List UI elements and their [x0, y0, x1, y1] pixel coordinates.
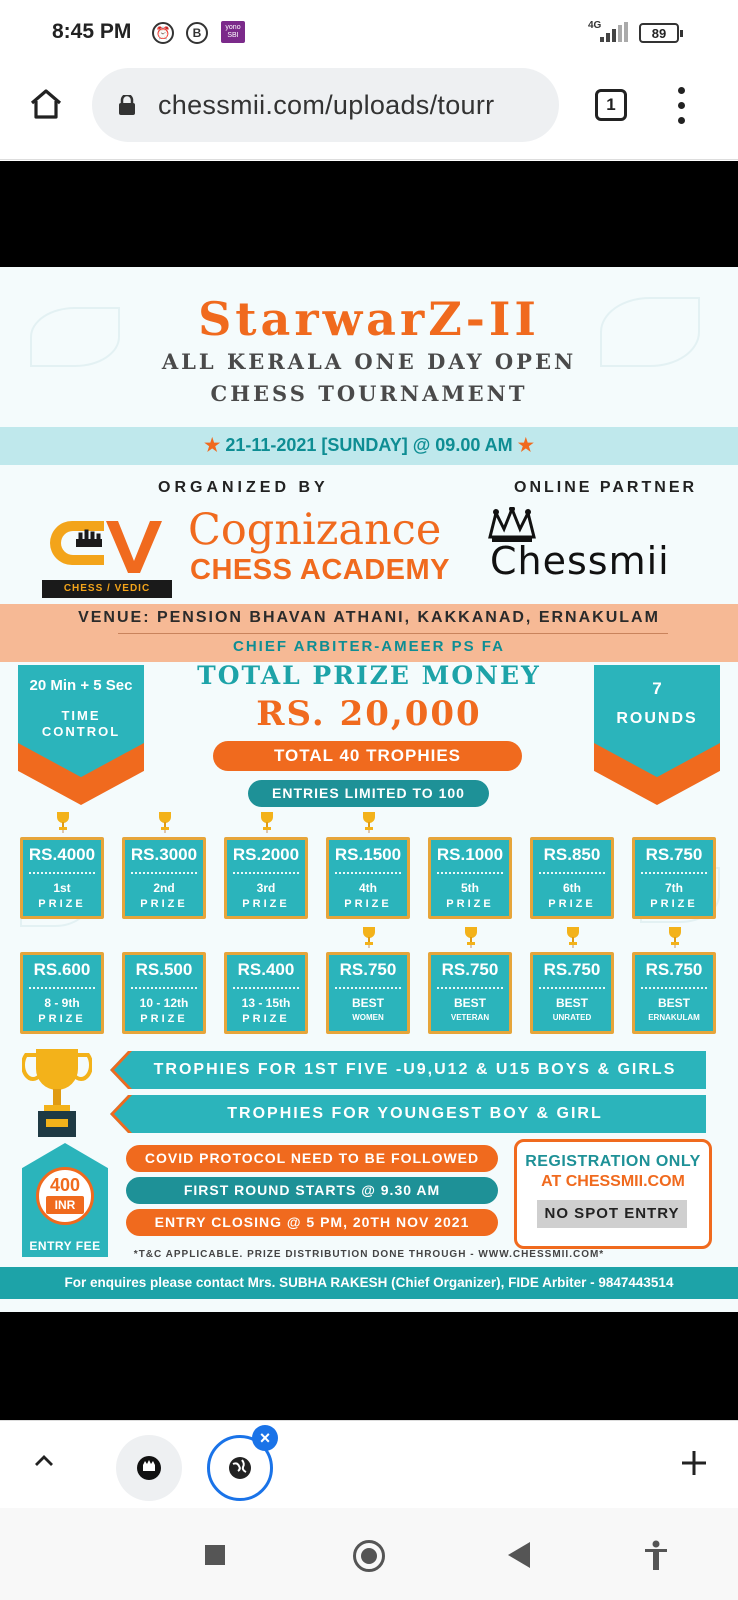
star-icon: ★	[204, 435, 221, 455]
b-app-icon: B	[186, 22, 208, 44]
poster-subtitle-1: ALL KERALA ONE DAY OPEN	[161, 349, 577, 374]
prize-divider	[29, 872, 95, 874]
prize-rank: 8 - 9th	[44, 996, 80, 1010]
prize-divider	[233, 872, 299, 874]
prize-divider	[539, 987, 605, 989]
prize-label: PRIZE	[242, 1013, 290, 1025]
recents-icon[interactable]	[205, 1545, 225, 1565]
prize-rank: 1st	[53, 881, 71, 895]
globe-icon	[228, 1456, 252, 1480]
organizer-name: Cognizance	[188, 505, 442, 555]
prize-card	[530, 837, 614, 919]
venue-text: VENUE: PENSION BHAVAN ATHANI, KAKKANAD, ERNAKULAM	[78, 609, 660, 626]
trophy-text-2: TROPHIES FOR YOUNGEST BOY & GIRL	[227, 1105, 603, 1122]
partner-name: Chessmii	[490, 539, 670, 583]
prize-rank: 7th	[665, 881, 683, 895]
alarm-icon: ⏰	[152, 22, 174, 44]
prize-label: VETERAN	[450, 1013, 490, 1022]
close-tab-icon[interactable]: ×	[252, 1425, 278, 1451]
small-trophy-icon	[464, 926, 478, 948]
prize-label: PRIZE	[446, 898, 494, 910]
prize-card	[428, 952, 512, 1034]
trophy-text-1: TROPHIES FOR 1ST FIVE -U9,U12 & U15 BOYS & GIRLS	[153, 1061, 677, 1078]
small-trophy-icon	[362, 811, 376, 833]
chief-arbiter: CHIEF ARBITER-AMEER PS FA	[233, 638, 505, 655]
prize-card	[530, 952, 614, 1034]
prize-divider	[641, 872, 707, 874]
status-bar	[0, 0, 738, 64]
time-control-label-2: CONTROL	[41, 724, 121, 739]
prize-card	[632, 952, 716, 1034]
prize-card	[20, 837, 104, 919]
small-trophy-icon	[56, 811, 70, 833]
trophy-icon	[22, 1045, 92, 1141]
prize-label: UNRATED	[552, 1013, 592, 1022]
letterbox-bottom	[0, 1312, 738, 1420]
prize-amount: RS.2000	[232, 845, 300, 864]
yono-app-icon: yono SBI	[221, 21, 245, 43]
prize-card	[326, 837, 410, 919]
entry-closing-notice: ENTRY CLOSING @ 5 PM, 20TH NOV 2021	[126, 1209, 498, 1236]
prize-amount: RS.500	[135, 960, 193, 979]
prize-divider	[131, 987, 197, 989]
prize-label: PRIZE	[242, 898, 290, 910]
prize-divider	[437, 987, 503, 989]
prize-amount: RS.850	[543, 845, 601, 864]
prize-label: PRIZE	[650, 898, 698, 910]
terms-text: *T&C APPLICABLE. PRIZE DISTRIBUTION DONE THROUGH - WWW.CHESSMII.COM*	[133, 1249, 605, 1260]
prize-divider	[233, 987, 299, 989]
small-trophy-icon	[260, 811, 274, 833]
entry-fee-amount: 400	[49, 1175, 81, 1195]
lock-icon	[118, 95, 136, 115]
time-control-value: 20 Min + 5 Sec	[29, 677, 133, 694]
prize-label: PRIZE	[344, 898, 392, 910]
total-prize-label: TOTAL PRIZE MONEY	[197, 661, 541, 690]
venue-divider	[118, 633, 668, 634]
overflow-menu-icon[interactable]	[678, 87, 686, 125]
system-navigation-bar	[0, 1508, 738, 1600]
prize-label: PRIZE	[140, 1013, 188, 1025]
prize-amount: RS.4000	[28, 845, 96, 864]
prize-rank: BEST	[351, 996, 384, 1010]
prize-card	[632, 837, 716, 919]
entry-fee-label: ENTRY FEE	[22, 1231, 108, 1257]
prize-divider	[641, 987, 707, 989]
organized-by-label: ORGANIZED BY	[158, 479, 329, 496]
registration-line-2: AT CHESSMII.COM	[541, 1173, 685, 1190]
prize-amount: RS.400	[237, 960, 295, 979]
prize-label: PRIZE	[38, 898, 86, 910]
tab-switcher-button[interactable]: 1	[595, 89, 627, 121]
small-trophy-icon	[566, 926, 580, 948]
prize-rank: 5th	[461, 881, 479, 895]
prize-amount: RS.3000	[130, 845, 198, 864]
prize-amount: RS.1000	[436, 845, 504, 864]
prize-rank: 2nd	[153, 881, 175, 895]
prize-amount: RS.750	[441, 960, 499, 979]
prize-divider	[29, 987, 95, 989]
plus-icon[interactable]	[680, 1449, 708, 1477]
prize-rank: BEST	[555, 996, 588, 1010]
star-icon: ★	[517, 435, 534, 455]
prize-rank: 10 - 12th	[139, 996, 189, 1010]
registration-line-1: REGISTRATION ONLY	[525, 1153, 701, 1170]
poster-subtitle-2: CHESS TOURNAMENT	[210, 381, 528, 406]
prize-rank: 4th	[359, 881, 377, 895]
prize-amount: RS.750	[543, 960, 601, 979]
status-time: 8:45 PM	[52, 20, 132, 43]
online-partner-label: ONLINE PARTNER	[514, 479, 698, 496]
no-spot-entry: NO SPOT ENTRY	[537, 1200, 687, 1228]
time-control-label-1: TIME	[61, 708, 101, 723]
accessibility-icon[interactable]	[644, 1540, 668, 1570]
event-date	[0, 435, 738, 456]
rounds-value: 7	[652, 679, 662, 698]
prize-card	[122, 837, 206, 919]
entry-fee-currency: INR	[54, 1198, 76, 1212]
prize-label: PRIZE	[38, 1013, 86, 1025]
prize-card	[122, 952, 206, 1034]
prize-amount: RS.600	[33, 960, 91, 979]
small-trophy-icon	[668, 926, 682, 948]
poster-title: StarwarZ-II	[198, 292, 540, 346]
prize-amount: RS.750	[339, 960, 397, 979]
battery-icon: 89	[639, 23, 679, 43]
prize-rank: BEST	[657, 996, 690, 1010]
chevron-up-icon[interactable]	[32, 1449, 56, 1473]
prize-divider	[437, 872, 503, 874]
prize-label: WOMEN	[352, 1013, 384, 1022]
small-trophy-icon	[362, 926, 376, 948]
prize-label: ERNAKULAM	[648, 1013, 700, 1022]
prize-divider	[131, 872, 197, 874]
letterbox-top	[0, 161, 738, 267]
home-icon[interactable]	[28, 86, 64, 122]
tab-chessmii-button[interactable]	[116, 1435, 182, 1501]
prize-amount: RS.750	[645, 960, 703, 979]
prize-label: PRIZE	[548, 898, 596, 910]
prize-card	[20, 952, 104, 1034]
chessmii-favicon-icon	[137, 1456, 161, 1480]
contact-footer: For enquires please contact Mrs. SUBHA RAKESH (Chief Organizer), FIDE Arbiter - 9847443514	[0, 1267, 738, 1299]
prize-rank: BEST	[453, 996, 486, 1010]
prize-label: PRIZE	[140, 898, 188, 910]
prize-divider	[539, 872, 605, 874]
prize-divider	[335, 987, 401, 989]
tournament-poster	[0, 267, 738, 1312]
back-icon[interactable]	[508, 1542, 530, 1568]
prize-divider	[335, 872, 401, 874]
address-bar[interactable]	[92, 68, 559, 142]
organizer-name-line-2: CHESS ACADEMY	[190, 554, 451, 586]
total-trophies-badge: TOTAL 40 TROPHIES	[213, 741, 522, 771]
signal-icon	[600, 22, 628, 42]
home-nav-icon[interactable]	[353, 1540, 385, 1572]
event-date-text: 21-11-2021 [SUNDAY] @ 09.00 AM	[225, 435, 513, 455]
browser-bottom-bar	[0, 1420, 738, 1508]
prize-card	[326, 952, 410, 1034]
browser-toolbar	[0, 64, 738, 160]
prize-amount: RS.1500	[334, 845, 402, 864]
small-trophy-icon	[158, 811, 172, 833]
url-text[interactable]: chessmii.com/uploads/tourr	[158, 90, 495, 120]
prize-rank: 13 - 15th	[241, 996, 291, 1010]
prize-amount: RS.750	[645, 845, 703, 864]
prize-card	[428, 837, 512, 919]
organizer-logo-caption: CHESS / VEDIC	[42, 580, 172, 598]
prize-rank: 6th	[563, 881, 581, 895]
entries-limit-badge: ENTRIES LIMITED TO 100	[248, 780, 489, 807]
prize-card	[224, 952, 308, 1034]
first-round-notice: FIRST ROUND STARTS @ 9.30 AM	[126, 1177, 498, 1204]
rounds-label: ROUNDS	[616, 710, 698, 727]
total-prize-amount: RS. 20,000	[256, 694, 482, 734]
network-type: 4G	[588, 20, 602, 31]
prize-rank: 3rd	[256, 881, 276, 895]
covid-notice: COVID PROTOCOL NEED TO BE FOLLOWED	[126, 1145, 498, 1172]
prize-card	[224, 837, 308, 919]
